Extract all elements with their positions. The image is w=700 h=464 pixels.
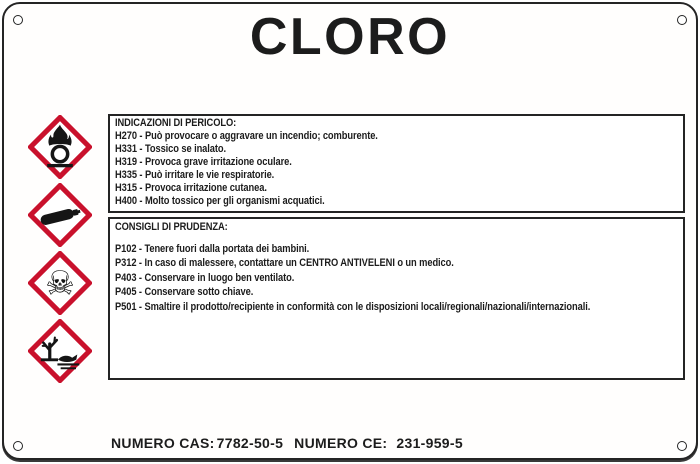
sign-panel: [2, 2, 698, 460]
flame-over-circle-icon: [28, 115, 92, 179]
hazard-statement: H331 - Tossico se inalato.: [115, 143, 227, 155]
precaution-box-title: CONSIGLI DI PRUDENZA:: [115, 221, 228, 233]
hazard-box-title: INDICAZIONI DI PERICOLO:: [115, 117, 237, 129]
precaution-statements-box: [108, 217, 685, 380]
cas-number-value: 7782-50-5: [216, 435, 284, 451]
screw-hole-bottom-right: [677, 441, 687, 451]
hazard-statements-box: [108, 114, 685, 213]
hazard-statement: H270 - Può provocare o aggravare un incendio; comburente.: [115, 130, 378, 142]
precaution-statement: P312 - In caso di malessere, contattare un CENTRO ANTIVELENI o un medico.: [115, 257, 454, 270]
dead-tree-and-fish-icon: [28, 319, 92, 383]
product-title: CLORO: [249, 8, 451, 66]
hazard-statement: H335 - Può irritare le vie respiratorie.: [115, 169, 275, 181]
screw-hole-bottom-left: [13, 441, 23, 451]
hazard-statement: H315 - Provoca irritazione cutanea.: [115, 182, 267, 194]
registry-numbers: [111, 435, 463, 451]
skull-crossbones-icon: [28, 251, 92, 315]
ce-number-value: 231-959-5: [396, 435, 463, 451]
precaution-statement: P501 - Smaltire il prodotto/recipiente in conformità con le disposizioni locali/regionali/nazionali/internazionali.: [115, 300, 591, 313]
pictogram-compressed-gas: [28, 183, 92, 247]
hazard-statement: H400 - Molto tossico per gli organismi acquatici.: [115, 195, 325, 207]
precaution-statement: P102 - Tenere fuori dalla portata dei bambini.: [115, 242, 310, 255]
precaution-statement: P403 - Conservare in luogo ben ventilato.: [115, 271, 295, 284]
gas-cylinder-icon: [28, 183, 92, 247]
cas-number-label: NUMERO CAS:: [111, 435, 215, 451]
ce-number-label: NUMERO CE:: [294, 435, 388, 451]
pictogram-oxidizer: [28, 115, 92, 179]
svg-text:☠: ☠: [45, 263, 75, 303]
hazard-statement: H319 - Provoca grave irritazione oculare.: [115, 156, 292, 168]
precaution-statement: P405 - Conservare sotto chiave.: [115, 286, 254, 299]
pictogram-toxic: [28, 251, 92, 315]
pictogram-environment: [28, 319, 92, 383]
pictogram-column: [28, 115, 92, 383]
